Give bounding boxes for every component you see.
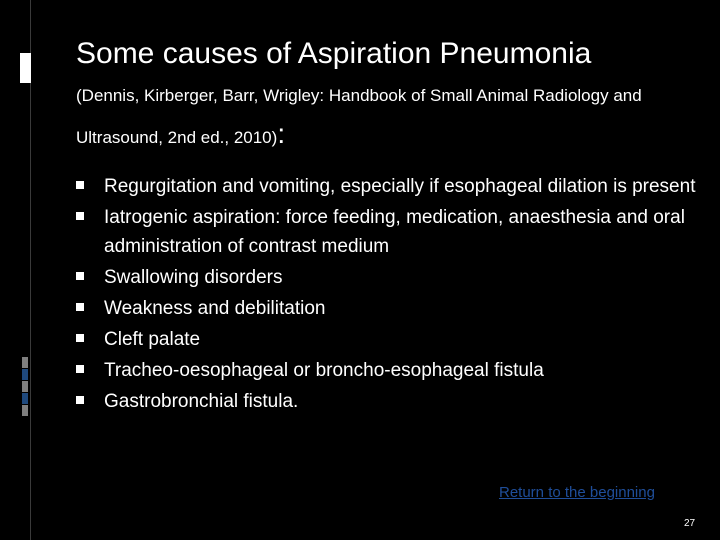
square-bullet-icon bbox=[76, 334, 84, 342]
list-item-text: Gastrobronchial fistula. bbox=[104, 391, 299, 412]
accent-block-blue-1 bbox=[22, 369, 28, 380]
square-bullet-icon bbox=[76, 212, 84, 220]
list-item-text: Cleft palate bbox=[104, 329, 201, 350]
subtitle-citation: (Dennis, Kirberger, Barr, Wrigley: Handbook of Small Animal Radiology and Ultrasound, 2nd ed., 2010) bbox=[76, 86, 642, 147]
slide-number: 27 bbox=[684, 518, 696, 529]
list-item-text: Regurgitation and vomiting, especially if esophageal dilation is present bbox=[104, 176, 696, 197]
square-bullet-icon bbox=[76, 272, 84, 280]
list-item bbox=[76, 203, 716, 261]
square-bullet-icon bbox=[76, 396, 84, 404]
slide-subtitle bbox=[76, 77, 696, 157]
list-item bbox=[76, 325, 716, 354]
square-bullet-icon bbox=[76, 303, 84, 311]
list-item bbox=[76, 294, 716, 323]
square-bullet-icon bbox=[76, 181, 84, 189]
list-item-text: Swallowing disorders bbox=[104, 267, 283, 288]
accent-block-gray-2 bbox=[22, 381, 28, 392]
accent-block-gray-3 bbox=[22, 405, 28, 416]
list-item bbox=[76, 172, 716, 201]
list-item-text: Iatrogenic aspiration: force feeding, medication, anaesthesia and oral administration of contrast medium bbox=[104, 207, 685, 257]
return-to-beginning-link[interactable]: Return to the beginning bbox=[499, 484, 655, 501]
square-bullet-icon bbox=[76, 365, 84, 373]
accent-block-blue-2 bbox=[22, 393, 28, 404]
slide-title: Some causes of Aspiration Pneumonia bbox=[76, 37, 592, 70]
title-accent-bar bbox=[20, 53, 31, 83]
list-item bbox=[76, 263, 716, 292]
list-item-text: Weakness and debilitation bbox=[104, 298, 326, 319]
list-item bbox=[76, 387, 716, 416]
bullet-list bbox=[76, 172, 716, 418]
accent-block-gray-1 bbox=[22, 357, 28, 368]
subtitle-colon: : bbox=[277, 118, 286, 149]
list-item-text: Tracheo-oesophageal or broncho-esophageal fistula bbox=[104, 360, 544, 381]
list-item bbox=[76, 356, 716, 385]
